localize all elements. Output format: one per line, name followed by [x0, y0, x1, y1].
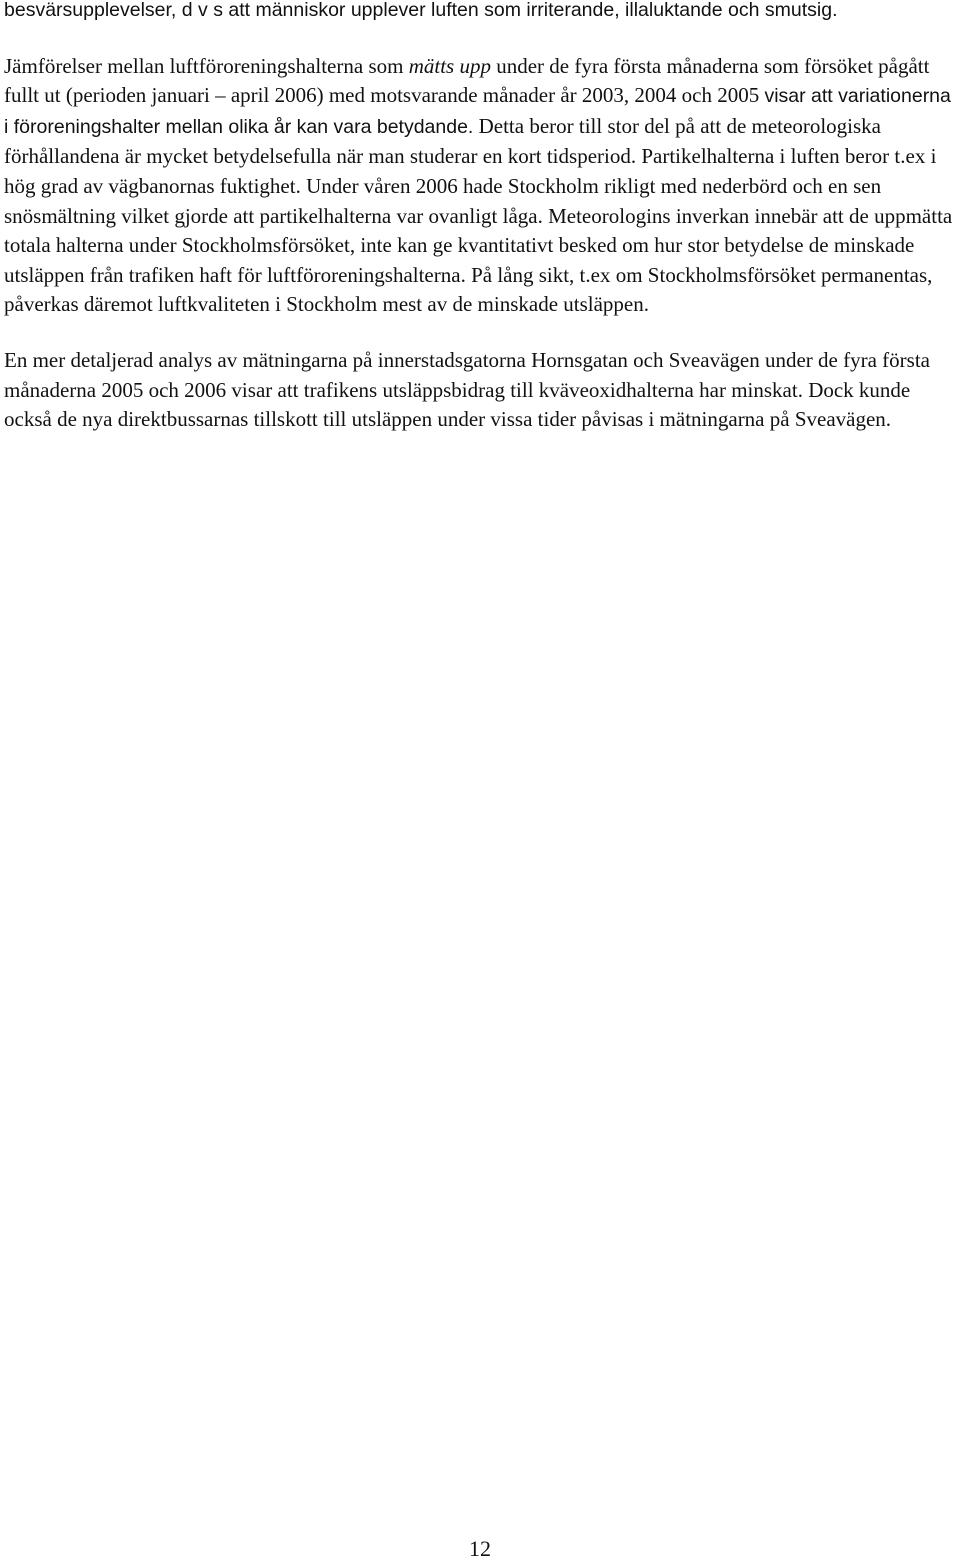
- document-page: [4, 0, 956, 435]
- paragraph-1: [4, 0, 956, 26]
- paragraph-2-segment-3: under de fyra första månaderna som försöket pågått fullt ut (perioden januari – april 2006) med motsvarande månader år 2003, 2004 och 2005: [4, 53, 930, 108]
- paragraph-3-segment-1: En mer detaljerad analys av mätningarna på innerstadsgatorna Hornsgatan och Sveavägen under de fyra första månaderna 2005 och 2006 visar att trafikens utsläppsbidrag till kväveoxidhalterna har minskat. Dock kunde också de nya direktbussarnas tillskott till utsläppen under vissa tider påvisas i mätningarna på Sveavägen.: [4, 347, 930, 432]
- paragraph-1-segment-1: besvärsupplevelser, d v s att människor upplever luften som irriterande, illaluktande och smutsig.: [4, 0, 838, 21]
- paragraph-2-segment-2-italic: mätts upp: [408, 53, 491, 78]
- page-number: 12: [469, 1536, 491, 1561]
- paragraph-2: [4, 52, 956, 320]
- paragraph-2-segment-5: Detta beror till stor del på att de meteorologiska förhållandena är mycket betydelsefulla när man studerar en kort tidsperiod. Partikelhalterna i luften beror t.ex i hög grad av vägbanornas fuktighet. Under våren 2006 hade Stockholm rikligt med nederbörd och en sen snösmältning vilket gjorde att partikelhalterna var ovanligt låga. Meteorologins inverkan innebär att de uppmätta totala halterna under Stockholmsförsöket, inte kan ge kvantitativt besked om hur stor betydelse de minskade utsläppen från trafiken haft för luftföroreningshalterna. På lång sikt, t.ex om Stockholmsförsöket permanentas, påverkas däremot luftkvaliteten i Stockholm mest av de minskade utsläppen.: [4, 113, 953, 317]
- paragraph-2-segment-1: Jämförelser mellan luftföroreningshalterna som: [4, 53, 409, 78]
- paragraph-3: [4, 346, 956, 435]
- paragraph-2-segment-4-sans: visar att variationerna i föroreningshalter mellan olika år kan vara betydande.: [4, 85, 951, 138]
